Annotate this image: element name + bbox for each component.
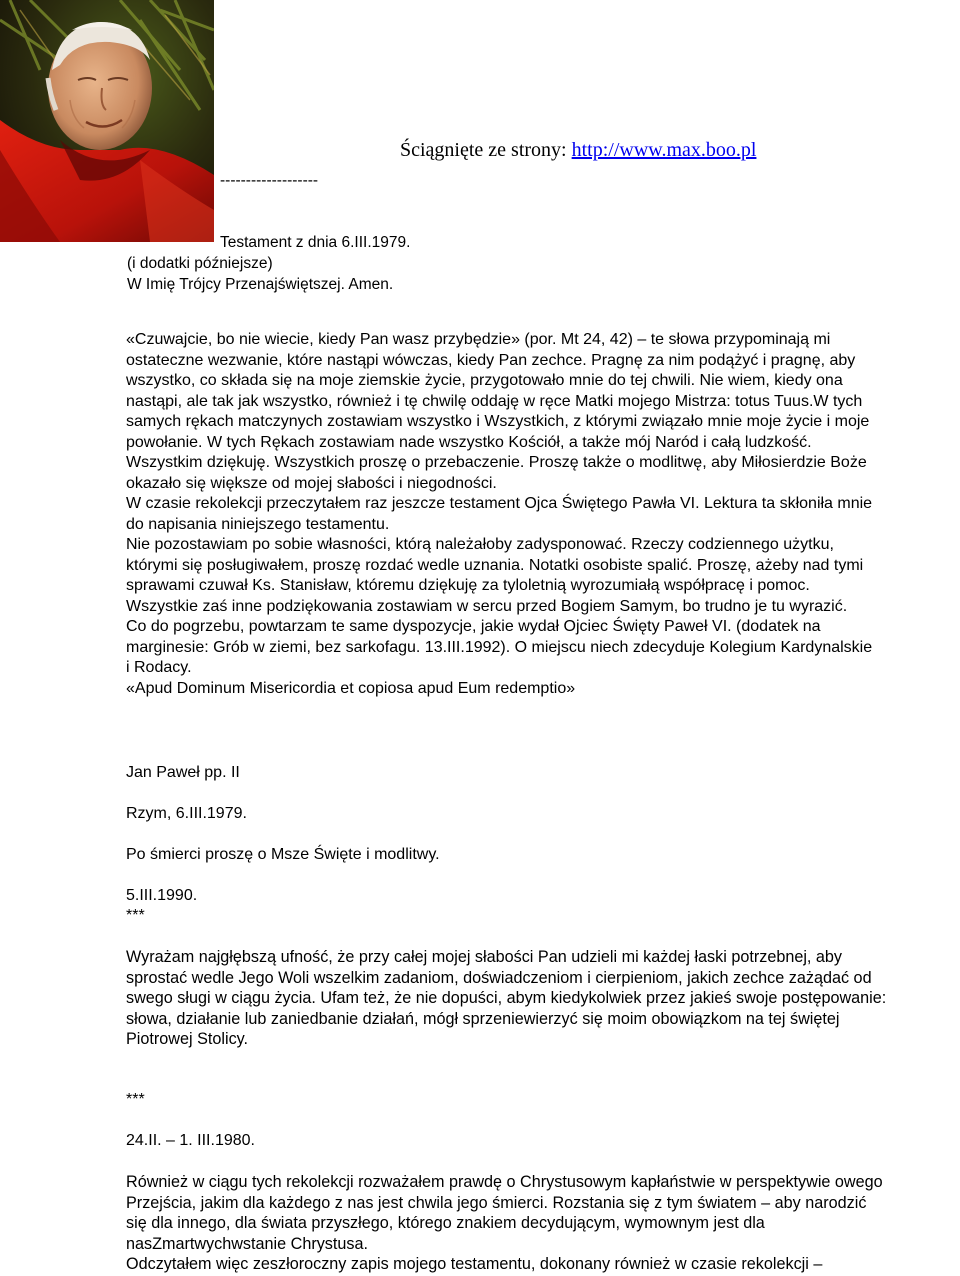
paragraph-1980 — [126, 1172, 958, 1275]
text-line: samych rękach matczynych zostawiam wszystko i Wszystkich, z którymi związało mnie moje życie i moje — [126, 413, 870, 430]
document-subtitle: (i dodatki późniejsze) — [127, 255, 273, 272]
pope-portrait-photo — [0, 0, 214, 242]
invocation: W Imię Trójcy Przenajświętszej. Amen. — [127, 276, 394, 293]
text-line: Piotrowej Stolicy. — [126, 1030, 249, 1048]
text-line: powołanie. W tych Rękach zostawiam nade wszystko Kościół, a także mój Naród i całą ludzkość. — [126, 433, 812, 451]
document-title: Testament z dnia 6.III.1979. — [220, 234, 411, 251]
text-line: Wszystkim dziękuję. Wszystkich proszę o przebaczenie. Proszę także o modlitwę, aby Miłosierdzie Boże — [126, 454, 867, 471]
text-line: słowa, działanie lub zaniedbanie działań, mógł sprzeniewierzyć się moim obowiązkom na tej świętej — [126, 1009, 840, 1028]
date-1990: 5.III.1990. — [126, 887, 198, 904]
text-line: «Czuwajcie, bo nie wiecie, kiedy Pan wasz przybędzie» (por. Mt 24, 42) – te słowa przypominają mi — [126, 331, 831, 348]
source-prefix: Ściągnięte ze strony: — [400, 139, 572, 161]
text-line: którymi się posługiwałem, proszę rozdać wedle uznania. Notatki osobiste spalić. Proszę, ażeby nad tymi — [126, 556, 864, 574]
text-line: Nie pozostawiam po sobie własności, którą należałoby zadysponować. Rzeczy codziennego użytku, — [126, 536, 834, 553]
text-line: W czasie rekolekcji przeczytałem raz jeszcze testament Ojca Świętego Pawła VI. Lektura ta skłoniła mnie — [126, 495, 873, 512]
place-date: Rzym, 6.III.1979. — [126, 805, 247, 822]
after-death-request: Po śmierci proszę o Msze Święte i modlitwy. — [126, 846, 440, 863]
text-line: ostateczne wezwanie, które nastąpi wówczas, kiedy Pan zechce. Pragnę za nim podążyć i pragnę, aby — [126, 351, 856, 369]
paragraph-1990 — [126, 947, 958, 1050]
separator-dashes: ------------------- — [220, 172, 319, 189]
text-line: Odczytałem więc zeszłoroczny zapis mojego testamentu, dokonany również w czasie rekolekcji – — [126, 1255, 823, 1273]
text-line: Wszystkie zaś inne podziękowania zostawiam w sercu przed Bogiem Samym, bo trudno je tu wyrazić. — [126, 597, 848, 615]
text-line: się dla innego, dla świata przyszłego, którego znakiem decydującym, wymownym jest dla — [126, 1214, 765, 1232]
text-line: nastąpi, ale tak jak wszystko, również i tę chwilę oddaję w ręce Matki mojego Mistrza: totus Tuus.W tych — [126, 392, 863, 410]
document-header — [127, 232, 410, 295]
source-link[interactable]: http://www.max.boo.pl — [571, 139, 757, 161]
text-line: Co do pogrzebu, powtarzam te same dyspozycje, jakie wydał Ojciec Święty Paweł VI. (dodatek na — [126, 618, 821, 635]
text-line: sprawami czuwał Ks. Stanisław, któremu dziękuję za tyloletnią wyrozumiałą współpracę i pomoc. — [126, 577, 810, 594]
text-line: swego sługi w ciągu życia. Ufam też, że nie dopuści, abym kiedykolwiek przez jakieś swoje postępowanie: — [126, 989, 887, 1007]
signature: Jan Paweł pp. II — [126, 764, 240, 781]
text-line: nasZmartwychwstanie Chrystusa. — [126, 1234, 368, 1253]
text-line: marginesie: Grób w ziemi, bez sarkofagu. 13.III.1992). O miejscu niech zdecyduje Kolegium Kardynalskie — [126, 638, 873, 656]
text-line: wszystko, co składa się na moje ziemskie życie, przygotowało mnie do tej chwili. Nie wiem, kiedy ona — [126, 372, 843, 389]
text-line: i Rodacy. — [126, 659, 192, 676]
source-line — [400, 139, 756, 162]
text-line: sprostać wedle Jego Woli wszelkim zadaniom, doświadczeniom i cierpieniom, jakich zechce zażądać od — [126, 968, 872, 987]
stars-separator: *** — [126, 1091, 145, 1108]
text-line: «Apud Dominum Misericordia et copiosa apud Eum redemptio» — [126, 679, 576, 697]
text-line: do napisania niniejszego testamentu. — [126, 515, 390, 533]
text-line: Również w ciągu tych rekolekcji rozważałem prawdę o Chrystusowym kapłaństwie w perspektywie owego — [126, 1173, 883, 1191]
stars-separator: *** — [126, 907, 145, 924]
text-line: Przejścia, jakim dla każdego z nas jest chwila jego śmierci. Rozstania się z tym światem – aby narodzić — [126, 1193, 867, 1212]
text-line: Wyrażam najgłębszą ufność, że przy całej mojej słabości Pan udzieli mi każdej łaski potrzebnej, aby — [126, 948, 843, 966]
text-line: okazało się większe od mojej słabości i niegodności. — [126, 474, 497, 492]
testament-main-text — [126, 330, 958, 699]
date-1980: 24.II. – 1. III.1980. — [126, 1132, 255, 1149]
